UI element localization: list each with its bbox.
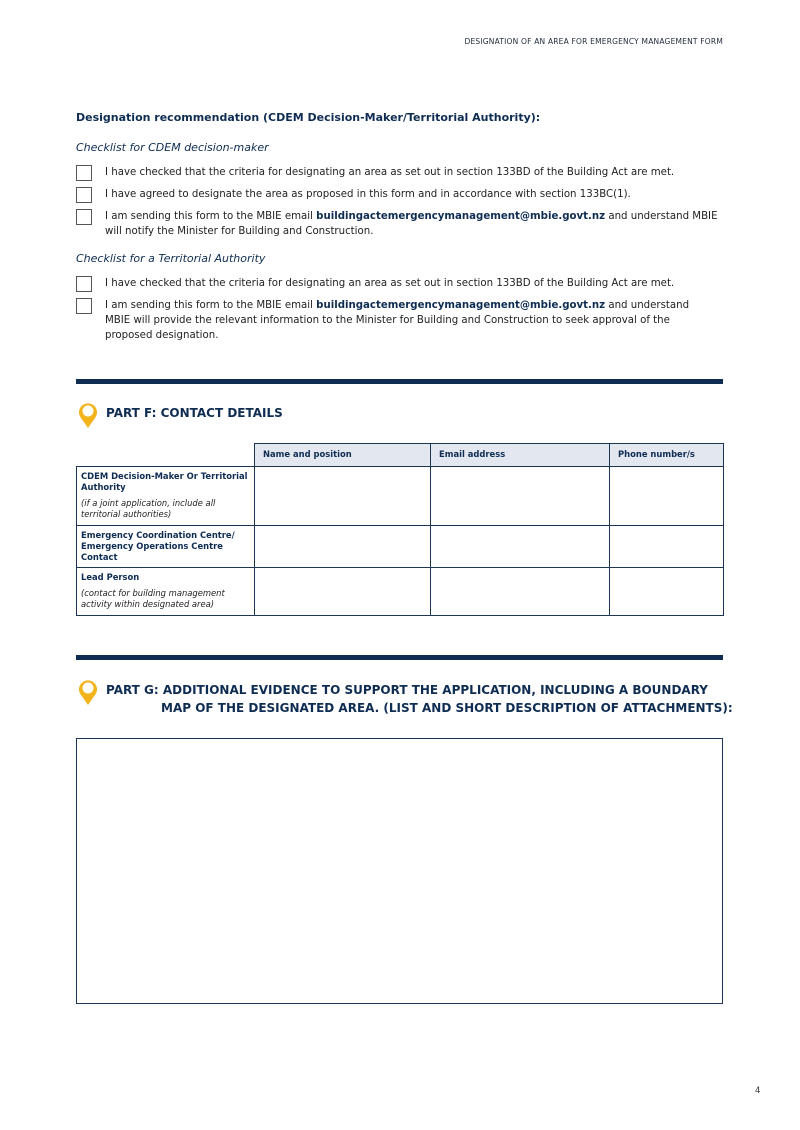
checkbox-text: I have agreed to designate the area as proposed in this form and in accordance with section 133BC(1). [105,189,631,200]
checkbox-cdem-sending[interactable] [76,209,92,225]
row-title: Lead Person [81,572,140,582]
table-row [77,467,724,526]
col-header: Email address [431,444,610,467]
mbie-email-link[interactable]: buildingactemergencymanagement@mbie.govt.nz [316,300,606,311]
checkbox-text: I have checked that the criteria for designating an area as set out in section 133BD of the Building Act are met. [105,167,675,178]
col-header: Phone number/s [610,444,724,467]
checkbox-text [105,209,725,239]
row-note: (contact for building management activity within designated area) [81,588,225,609]
part-f-title: PART F: CONTACT DETAILS [106,406,283,420]
name-cell[interactable] [255,568,431,616]
checkbox-text: I have checked that the criteria for designating an area as set out in section 133BD of the Building Act are met. [105,278,675,289]
row-title: CDEM Decision-Maker Or Territorial Authority [81,471,248,492]
part-g-title-line1: PART G: ADDITIONAL EVIDENCE TO SUPPORT THE APPLICATION, INCLUDING A BOUNDARY [106,683,708,697]
checkbox-cdem-criteria[interactable] [76,165,92,181]
phone-cell[interactable] [610,568,724,616]
checklist-ta-label: Checklist for a Territorial Authority [76,252,266,265]
row-label [77,467,255,526]
section-divider [76,379,723,384]
name-cell[interactable] [255,526,431,568]
checkbox-ta-criteria[interactable] [76,276,92,292]
mbie-email-link[interactable]: buildingactemergencymanagement@mbie.govt.nz [316,211,606,222]
phone-cell[interactable] [610,526,724,568]
table-row [77,568,724,616]
text-pre: I am sending this form to the MBIE email [105,300,317,311]
checkbox-ta-sending[interactable] [76,298,92,314]
email-cell[interactable] [431,568,610,616]
attachments-text-area[interactable] [76,738,723,1004]
checkbox-text [105,298,705,343]
section-divider [76,655,723,660]
running-header: DESIGNATION OF AN AREA FOR EMERGENCY MANAGEMENT FORM [464,37,723,46]
email-cell[interactable] [431,526,610,568]
recommendation-heading: Designation recommendation (CDEM Decision-Maker/Territorial Authority): [76,111,541,124]
location-pin-icon [77,401,99,429]
row-label [77,526,255,568]
contact-details-table [76,443,724,616]
email-cell[interactable] [431,467,610,526]
checklist-cdem-label: Checklist for CDEM decision-maker [76,141,269,154]
table-row [77,526,724,568]
checkbox-cdem-agreed[interactable] [76,187,92,203]
phone-cell[interactable] [610,467,724,526]
blank-header [77,444,255,467]
text-post: and understand MBIE will provide the relevant information to the Minister for Building and Construction to seek approval of the proposed designation. [105,300,690,341]
text-post: and understand MBIE will notify the Minister for Building and Construction. [105,211,718,237]
col-header: Name and position [255,444,431,467]
row-label [77,568,255,616]
text-pre: I am sending this form to the MBIE email [105,211,317,222]
location-pin-icon [77,678,99,706]
page-number: 4 [755,1086,761,1096]
row-note: (if a joint application, include all territorial authorities) [81,498,216,519]
row-title: Emergency Coordination Centre/ Emergency Operations Centre Contact [81,530,235,562]
part-g-title-line2: MAP OF THE DESIGNATED AREA. (LIST AND SHORT DESCRIPTION OF ATTACHMENTS): [161,701,733,715]
name-cell[interactable] [255,467,431,526]
